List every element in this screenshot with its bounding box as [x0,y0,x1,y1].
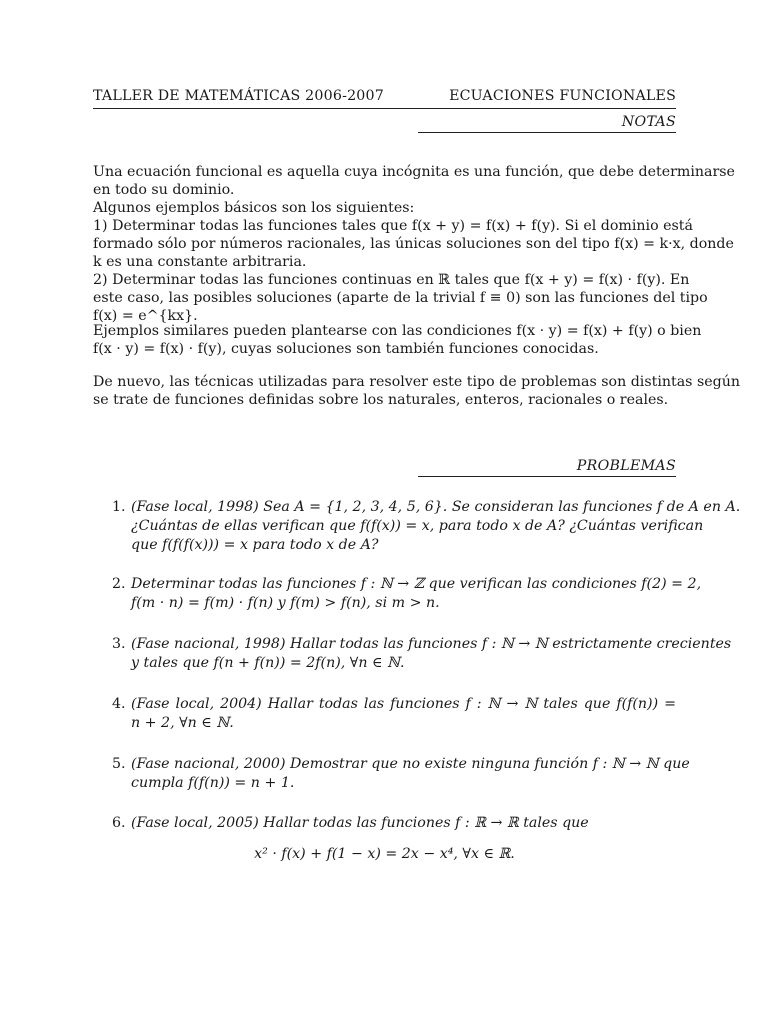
problem-1-line-3: que f(f(f(x))) = x para todo x de A? [131,537,379,553]
header-rule [93,108,676,109]
intro-line-13: se trate de funciones definidas sobre los naturales, enteros, racionales o reales. [93,392,669,408]
intro-line-2: en todo su dominio. [93,182,235,198]
problem-4-line-2: n + 2, ∀n ∈ ℕ. [131,715,234,731]
problem-2-line-2: f(m · n) = f(m) · f(n) y f(m) > f(n), si m > n. [131,595,440,611]
section-title-problemas: PROBLEMAS [576,458,676,474]
notas-rule [418,132,676,133]
intro-line-10: Ejemplos similares pueden plantearse con las condiciones f(x · y) = f(x) + f(y) o bien [93,323,702,339]
problem-4-line-1: (Fase local, 2004) Hallar todas las funciones f : ℕ → ℕ tales que f(f(n)) = [131,696,676,712]
problemas-rule [418,476,676,477]
problem-3-line-2: y tales que f(n + f(n)) = 2f(n), ∀n ∈ ℕ. [131,655,405,671]
problem-1-number: 1. [112,499,126,515]
intro-line-8: este caso, las posibles soluciones (aparte de la trivial f ≡ 0) son las funciones del tipo [93,290,708,306]
problem-1-line-2: ¿Cuántas de ellas verifican que f(f(x)) = x, para todo x de A? ¿Cuántas verifican [131,518,704,534]
problem-6-line-1: (Fase local, 2005) Hallar todas las funciones f : ℝ → ℝ tales que [131,815,589,831]
problem-1-line-1: (Fase local, 1998) Sea A = {1, 2, 3, 4, 5, 6}. Se consideran las funciones f de A en A. [131,499,741,515]
problem-3-line-1: (Fase nacional, 1998) Hallar todas las funciones f : ℕ → ℕ estrictamente crecientes [131,636,732,652]
intro-line-1: Una ecuación funcional es aquella cuya incógnita es una función, que debe determinarse [93,164,735,180]
problem-5-number: 5. [112,756,126,772]
section-title-notas: NOTAS [621,114,676,130]
intro-line-12: De nuevo, las técnicas utilizadas para resolver este tipo de problemas son distintas según [93,374,740,390]
problem-6-number: 6. [112,815,126,831]
problem-5-line-2: cumpla f(f(n)) = n + 1. [131,775,295,791]
intro-line-11: f(x · y) = f(x) · f(y), cuyas soluciones son también funciones conocidas. [93,341,599,357]
problem-3-number: 3. [112,636,126,652]
header-course-title: TALLER DE MATEMÁTICAS 2006-2007 [93,88,384,104]
problem-4-number: 4. [112,696,126,712]
intro-line-7: 2) Determinar todas las funciones continuas en ℝ tales que f(x + y) = f(x) · f(y). En [93,272,690,288]
problem-5-line-1: (Fase nacional, 2000) Demostrar que no existe ninguna función f : ℕ → ℕ que [131,756,690,772]
intro-line-4: 1) Determinar todas las funciones tales que f(x + y) = f(x) + f(y). Si el dominio está [93,218,693,234]
intro-line-3: Algunos ejemplos básicos son los siguientes: [93,200,415,216]
intro-line-9: f(x) = e^{kx}. [93,308,198,324]
intro-line-5: formado sólo por números racionales, las únicas soluciones son del tipo f(x) = k·x, donde [93,236,734,252]
problem-6-display-equation: x² · f(x) + f(1 − x) = 2x − x⁴, ∀x ∈ ℝ. [254,846,515,862]
problem-2-number: 2. [112,576,126,592]
intro-line-6: k es una constante arbitraria. [93,254,307,270]
header-topic-title: ECUACIONES FUNCIONALES [449,88,676,104]
problem-2-line-1: Determinar todas las funciones f : ℕ → ℤ que verifican las condiciones f(2) = 2, [131,576,702,592]
